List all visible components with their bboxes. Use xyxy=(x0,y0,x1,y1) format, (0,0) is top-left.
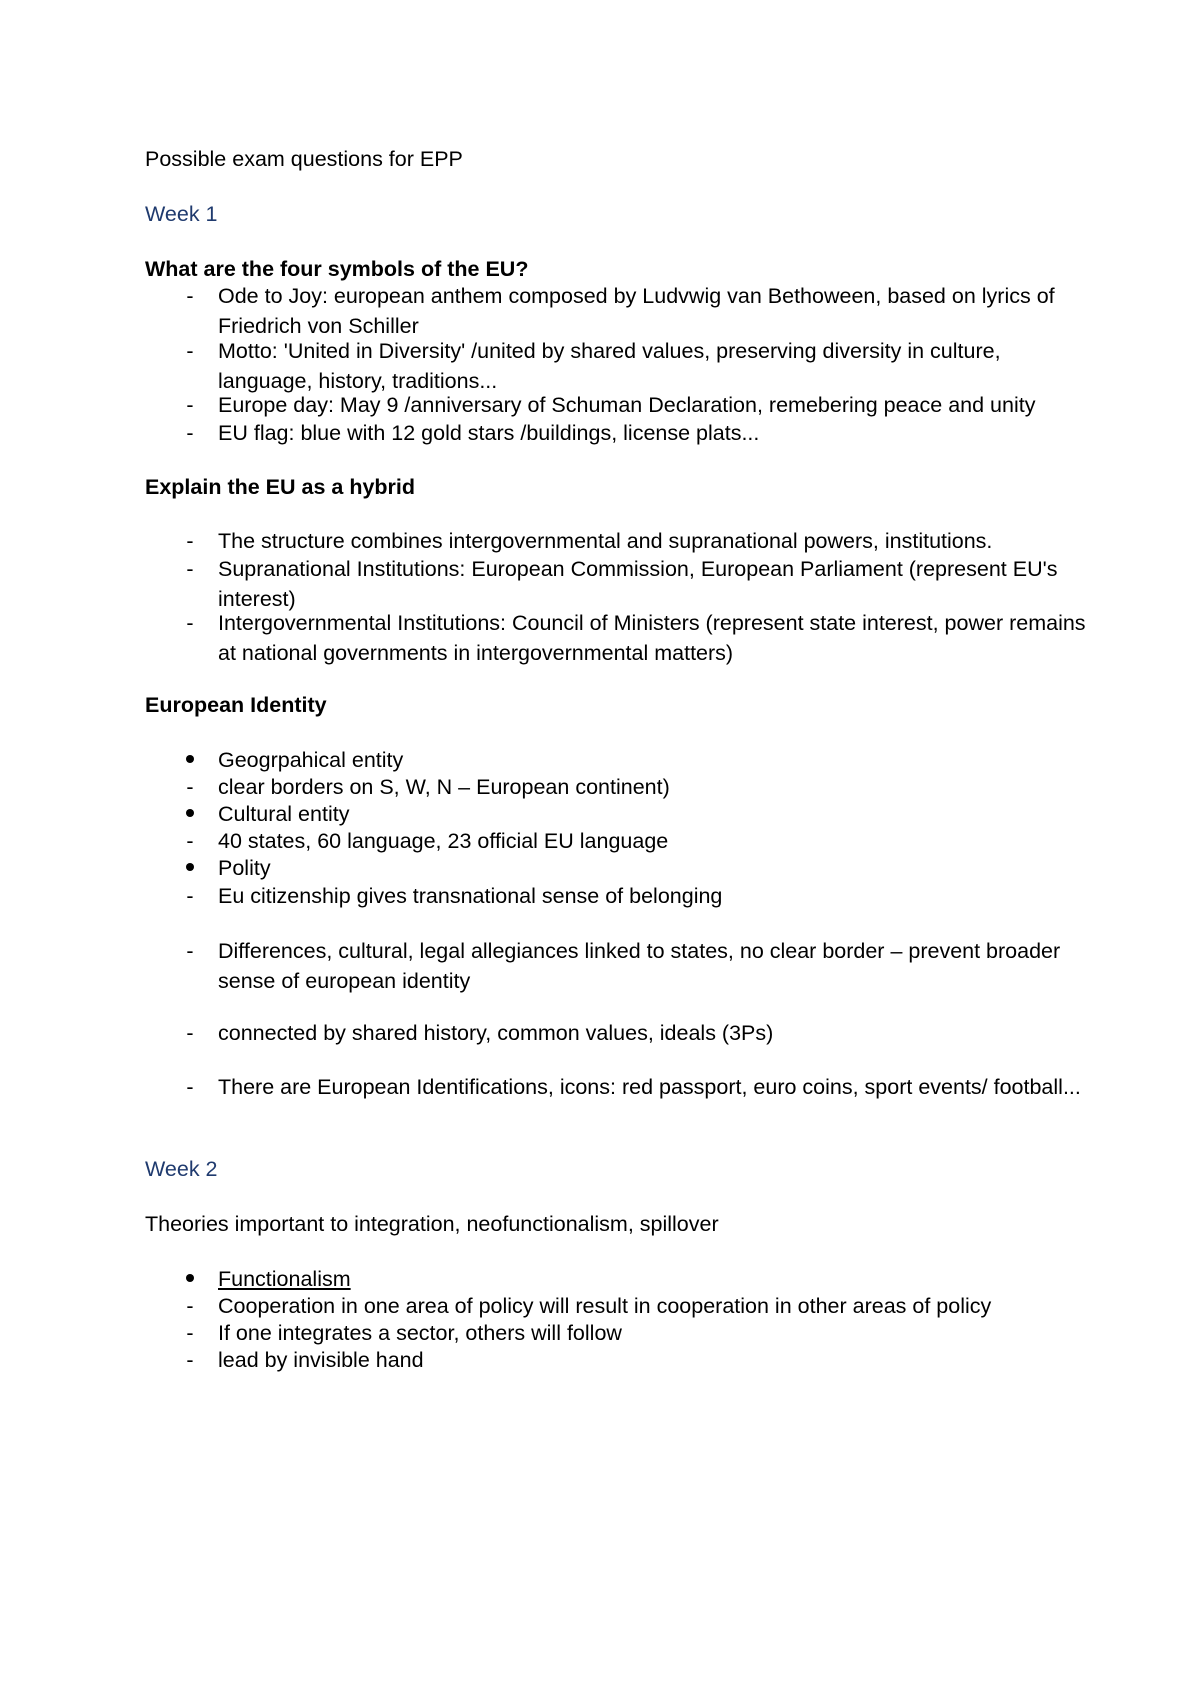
list-item-text: Geogrpahical entity xyxy=(218,748,404,772)
dash-marker: - xyxy=(186,611,194,635)
dash-marker: - xyxy=(186,829,194,853)
dash-marker: - xyxy=(186,884,194,908)
list-item-text: Polity xyxy=(218,856,271,880)
list-item-text: Functionalism xyxy=(218,1267,351,1291)
dash-marker: - xyxy=(186,557,194,581)
question-eu-symbols: What are the four symbols of the EU? xyxy=(145,257,529,281)
list-item-text: Supranational Institutions: European Commission, European Parliament (represent EU's interest) xyxy=(218,557,1058,611)
week-1-heading: Week 1 xyxy=(145,202,218,226)
list-item-text: Differences, cultural, legal allegiances linked to states, no clear border – prevent broader sense of european identity xyxy=(218,939,1061,993)
dash-marker: - xyxy=(186,1075,194,1099)
question-eu-hybrid: Explain the EU as a hybrid xyxy=(145,475,416,499)
dash-marker: - xyxy=(186,1348,194,1372)
list-item-text: Cultural entity xyxy=(218,802,350,826)
dash-marker: - xyxy=(186,284,194,308)
dash-marker: - xyxy=(186,339,194,363)
question-european-identity: European Identity xyxy=(145,693,327,717)
list-item-text: lead by invisible hand xyxy=(218,1348,424,1372)
list-item-text: Intergovernmental Institutions: Council of Ministers (represent state interest, power remains at national governments in intergovernmental matters) xyxy=(218,611,1086,665)
list-item-text: If one integrates a sector, others will follow xyxy=(218,1321,622,1345)
week-2-heading: Week 2 xyxy=(145,1157,218,1181)
list-item-text: 40 states, 60 language, 23 official EU language xyxy=(218,829,669,853)
dash-marker: - xyxy=(186,1294,194,1318)
list-item-text: Europe day: May 9 /anniversary of Schuman Declaration, remebering peace and unity xyxy=(218,393,1036,417)
list-item-text: Cooperation in one area of policy will result in cooperation in other areas of policy xyxy=(218,1294,992,1318)
list-item-text: EU flag: blue with 12 gold stars /buildings, license plats... xyxy=(218,421,760,445)
list-item-text: The structure combines intergovernmental and supranational powers, institutions. xyxy=(218,529,993,553)
list-item-text: clear borders on S, W, N – European continent) xyxy=(218,775,670,799)
dash-marker: - xyxy=(186,775,194,799)
question-integration-theories: Theories important to integration, neofunctionalism, spillover xyxy=(145,1212,719,1236)
dash-marker: - xyxy=(186,421,194,445)
document-title: Possible exam questions for EPP xyxy=(145,147,463,171)
list-item-text: Eu citizenship gives transnational sense of belonging xyxy=(218,884,723,908)
dash-marker: - xyxy=(186,1021,194,1045)
dash-marker: - xyxy=(186,1321,194,1345)
dash-marker: - xyxy=(186,529,194,553)
dash-marker: - xyxy=(186,393,194,417)
list-item-text: connected by shared history, common values, ideals (3Ps) xyxy=(218,1021,774,1045)
list-item-text: There are European Identifications, icons: red passport, euro coins, sport events/ football... xyxy=(218,1075,1081,1099)
list-item-text: Motto: 'United in Diversity' /united by shared values, preserving diversity in culture, language, history, traditions... xyxy=(218,339,1001,393)
dash-marker: - xyxy=(186,939,194,963)
list-item-text: Ode to Joy: european anthem composed by Ludvwig van Bethoween, based on lyrics of Friedrich von Schiller xyxy=(218,284,1055,338)
